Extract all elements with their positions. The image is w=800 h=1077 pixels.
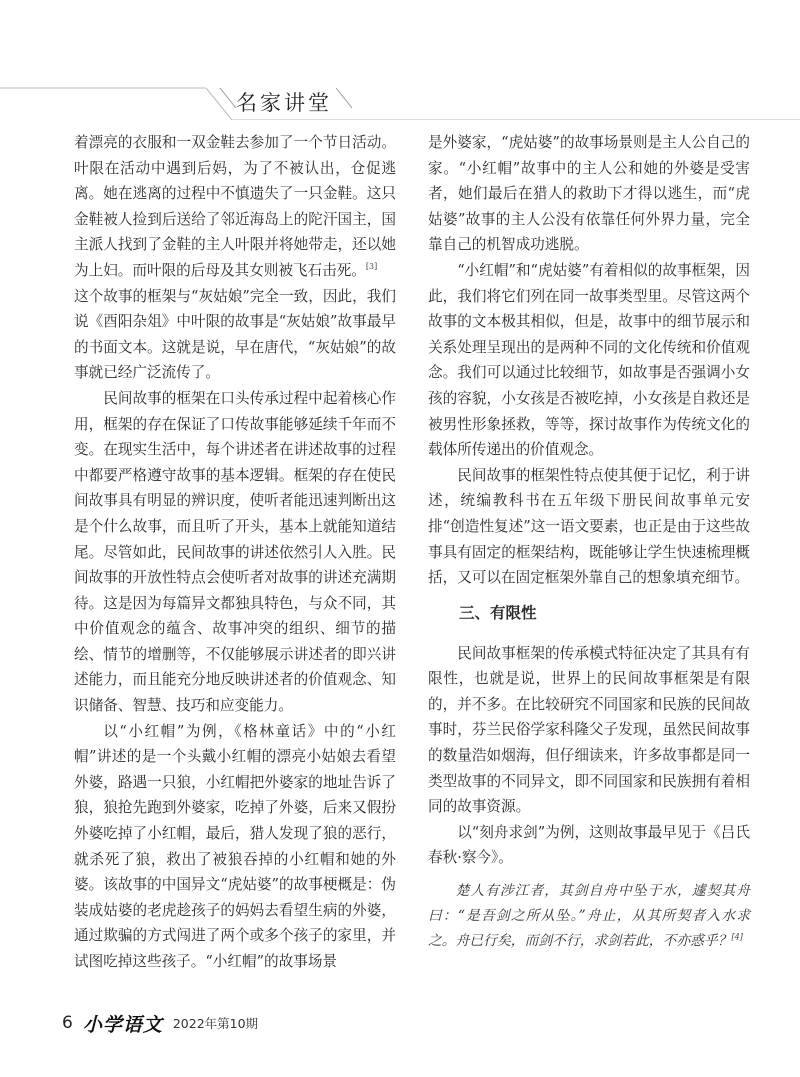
issue-label: 2022年第10期 bbox=[172, 1016, 259, 1031]
section-heading: 三、有限性 bbox=[459, 603, 537, 622]
paragraph: 民间故事的框架在口头传承过程中起着核心作用，框架的存在保证了口传故事能够延续千年而不变。在现实生活中，每个讲述者在讲述故事的过程中都要严格遵守故事的基本逻辑。框架的存在使民间故事具有明显的辨识度，使听者能迅速判断出这是个什么故事，而且听了开头，基本上就能知道结尾。尽管如此，民间故事的讲述依然引人入胜。民间故事的开放性特点会使听者对故事的讲述充满期待。这是因为每篇异文都独具特色，与众不同，其中价值观念的蕴含、故事冲突的组织、细节的描绘、情节的增删等，不仅能够展示讲述者的即兴讲述能力，而且能充分地反映讲述者的价值观念、知识储备、智慧、技巧和应变能力。 bbox=[74, 389, 396, 715]
paragraph: 这个故事的框架与“灰姑娘”完全一致，因此，我们说《酉阳杂俎》中叶限的故事是“灰姑娘”故事最早的书面文本。这就是说，早在唐代，“灰姑娘”的故事就已经广泛流传了。 bbox=[74, 287, 396, 382]
paragraph: 民间故事框架的传承模式特征决定了其具有有限性，也就是说，世界上的民间故事框架是有限的，并不多。在比较研究不同国家和民族的民间故事时，芬兰民俗学家科隆父子发现，虽然民间故事的数量浩如烟海，但仔细读来，许多故事都是同一类型故事的不同异文，即不同国家和民族拥有着相同的故事资源。 bbox=[428, 644, 750, 816]
left-column bbox=[74, 130, 396, 975]
paragraph: 以“刻舟求剑”为例，这则故事最早见于《吕氏春秋·察今》。 bbox=[428, 823, 750, 867]
paragraph: 是外婆家，“虎姑婆”的故事场景则是主人公自己的家。“小红帽”故事中的主人公和她的外婆是受害者，她们最后在猎人的救助下才得以逃生，而“虎姑婆”故事的主人公没有依靠任何外界力量，完全靠自己的机智成功逃脱。 bbox=[428, 134, 750, 254]
section-title: 名家讲堂 bbox=[236, 91, 332, 115]
page-number: 6 bbox=[62, 1013, 73, 1033]
header-decoration bbox=[0, 0, 800, 120]
classical-quote: 楚人有涉江者，其剑自舟中坠于水，遽契其舟曰：“是吾剑之所从坠。”舟止，从其所契者入水求之。舟已行矣，而剑不行，求剑若此，不亦惑乎？[4] bbox=[428, 883, 750, 950]
paragraph: 民间故事的框架性特点使其便于记忆，利于讲述，统编教科书在五年级下册民间故事单元安排“创造性复述”这一语文要素，也正是由于这些故事具有固定的框架结构，既能够让学生快速梳理概括，又可以在固定框架外靠自己的想象填充细节。 bbox=[428, 466, 750, 587]
page-footer bbox=[62, 1010, 258, 1036]
paragraph: “小红帽”和“虎姑婆”有着相似的故事框架，因此，我们将它们列在同一故事类型里。尽管这两个故事的文本极其相似，但是，故事中的细节展示和关系处理呈现出的是两种不同的文化传统和价值观念。我们可以通过比较细节，如故事是否强调小女孩的容貌，小女孩是否被吃掉，小女孩是自救还是被男性形象拯救，等等，探讨故事作为传统文化的载体所传递出的价值观念。 bbox=[428, 261, 750, 459]
paragraph: 以“小红帽”为例，《格林童话》中的“小红帽”讲述的是一个头戴小红帽的漂亮小姑娘去看望外婆，路遇一只狼，小红帽把外婆家的地址告诉了狼，狼抢先跑到外婆家，吃掉了外婆，后来又假扮外婆吃掉了小红帽，最后，猎人发现了狼的恶行，就杀死了狼，救出了被狼吞掉的小红帽和她的外婆。该故事的中国异文“虎姑婆”的故事梗概是：伪装成姑婆的老虎趁孩子的妈妈去看望生病的外婆，通过欺骗的方式闯进了两个或多个孩子的家里，并试图吃掉这些孩子。“小红帽”的故事场景 bbox=[74, 722, 396, 970]
magazine-logo: 小学语文 bbox=[82, 1013, 163, 1036]
right-column bbox=[428, 130, 750, 954]
citation: [4] bbox=[731, 932, 743, 942]
citation: [3] bbox=[365, 262, 378, 272]
paragraph: 着漂亮的衣服和一双金鞋去参加了一个节日活动。叶限在活动中遇到后妈，为了不被认出，仓促逃离。她在逃离的过程中不慎遗失了一只金鞋。这只金鞋被人捡到后送给了邻近海岛上的陀汗国主，国主派人找到了金鞋的主人叶限并将她带走，还以她为上妇。而叶限的后母及其女则被飞石击死。[3] bbox=[74, 134, 396, 279]
